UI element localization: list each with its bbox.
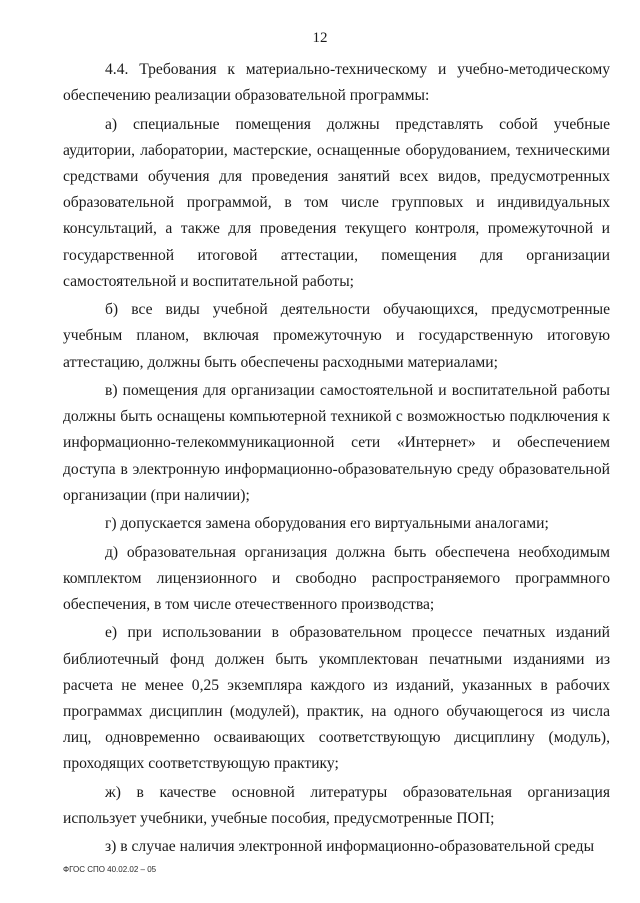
- paragraph-item-z: з) в случае наличия электронной информационно-образовательной среды: [105, 838, 595, 856]
- paragraph-item-e: е) при использовании в образовательном процессе печатных изданий библиотечный фонд должен быть укомплектован печатными изданиями из расчета не менее 0,25 экземпляра каждого из изданий, указанных в рабочих программах дисциплин (модулей), практик, на одного обучающегося из числа лиц, одновременно осваивающих соответствующую дисциплину (модуль), проходящих соответствующую практику;: [63, 624, 610, 773]
- paragraph-item-a: а) специальные помещения должны представлять собой учебные аудитории, лаборатории, мастерские, оснащенные оборудованием, техническими средствами обучения для проведения занятий всех видов, предусмотренных образовательной программой, в том числе групповых и индивидуальных консультаций, а также для проведения текущего контроля, промежуточной и государственной итоговой аттестации, помещения для организации самостоятельной и воспитательной работы;: [63, 115, 610, 290]
- document-body: [63, 57, 610, 863]
- paragraph-item-g: г) допускается замена оборудования его виртуальными аналогами;: [105, 515, 549, 533]
- page-number: 12: [312, 30, 328, 46]
- footer-document-code: ФГОС СПО 40.02.02 – 05: [63, 865, 157, 874]
- paragraph-4-4-heading: 4.4. Требования к материально-техническому и учебно-методическому обеспечению реализации образовательной программы:: [63, 61, 610, 105]
- paragraph-item-d: д) образовательная организация должна быть обеспечена необходимым комплектом лицензионного и свободно распространяемого программного обеспечения, в том числе отечественного производства;: [63, 543, 610, 613]
- paragraph-item-zh: ж) в качестве основной литературы образовательная организация использует учебники, учебные пособия, предусмотренные ПОП;: [63, 783, 610, 827]
- paragraph-item-b: б) все виды учебной деятельности обучающихся, предусмотренные учебным планом, включая промежуточную и государственную итоговую аттестацию, должны быть обеспечены расходными материалами;: [63, 301, 610, 371]
- paragraph-item-v: в) помещения для организации самостоятельной и воспитательной работы должны быть оснащены компьютерной техникой с возможностью подключения к информационно-телекоммуникационной сети «Интернет» и обеспечением доступа в электронную информационно-образовательную среду образовательной организации (при наличии);: [63, 382, 610, 504]
